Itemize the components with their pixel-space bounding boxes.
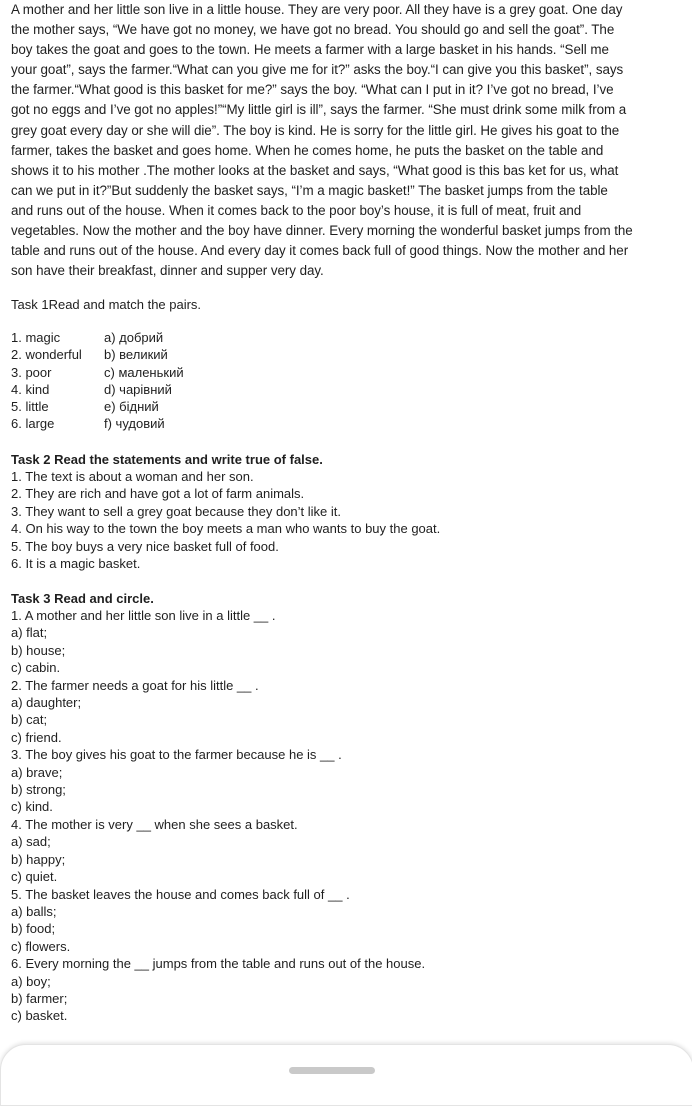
statement-item: 5. The boy buys a very nice basket full of food. [11, 538, 279, 554]
pair-english: 5. little [11, 399, 49, 415]
task2-statements [11, 468, 440, 572]
pair-english: 1. magic [11, 330, 61, 345]
question-line: 6. Every morning the __ jumps from the table and runs out of the house. [11, 956, 426, 972]
pair-ukrainian: e) бідний [104, 399, 159, 415]
pair-english: 2. wonderful [11, 347, 82, 363]
story-text [11, 0, 683, 281]
option-line: c) quiet. [11, 869, 58, 885]
story-line: the mother says, “We have got no money, we have got no bread. You should go and sell the goat”. The [11, 22, 615, 38]
task3-questions [11, 607, 425, 1025]
statement-item: 4. On his way to the town the boy meets a man who wants to buy the goat. [11, 521, 441, 537]
option-line: a) daughter; [11, 695, 82, 711]
bottom-sheet[interactable] [0, 1044, 692, 1106]
story-line: vegetables. Now the mother and the boy have dinner. Every morning the wonderful basket jumps from the [11, 223, 633, 239]
drag-handle[interactable] [289, 1067, 375, 1074]
worksheet-page [11, 0, 683, 1024]
option-line: c) friend. [11, 729, 62, 745]
story-line: table and runs out of the house. And every day it comes back full of good things. Now the mother and her [11, 243, 629, 259]
option-line: a) flat; [11, 625, 48, 641]
question-line: 1. A mother and her little son live in a little __ . [11, 608, 276, 623]
option-line: a) brave; [11, 764, 63, 780]
option-line: a) boy; [11, 973, 51, 989]
statement-item: 1. The text is about a woman and her son. [11, 469, 254, 484]
option-line: b) happy; [11, 851, 66, 867]
story-line: A mother and her little son live in a little house. They are very poor. All they have is a grey goat. One day [11, 2, 623, 17]
story-line: can we put in it?”But suddenly the basket says, “I’m a magic basket!” The basket jumps from the table [11, 182, 608, 198]
task2-title: Task 2 Read the statements and write true of false. [11, 452, 323, 467]
option-line: b) food; [11, 921, 56, 937]
option-line: c) cabin. [11, 660, 61, 676]
option-line: b) strong; [11, 782, 66, 798]
option-line: c) basket. [11, 1008, 68, 1024]
task1-title: Task 1Read and match the pairs. [11, 297, 202, 312]
story-line: and runs out of the house. When it comes back to the poor boy’s house, it is full of meat, fruit and [11, 202, 582, 218]
option-line: b) farmer; [11, 990, 68, 1006]
question-line: 5. The basket leaves the house and comes back full of __ . [11, 886, 350, 902]
question-line: 3. The boy gives his goat to the farmer because he is __ . [11, 747, 342, 763]
story-line: your goat”, says the farmer.“What can you give me for it?” asks the boy.“I can give you this basket”, says [11, 62, 624, 78]
option-line: b) house; [11, 642, 66, 658]
pair-ukrainian: f) чудовий [104, 416, 165, 432]
option-line: b) cat; [11, 712, 48, 728]
question-line: 4. The mother is very __ when she sees a basket. [11, 816, 298, 832]
story-line: got no eggs and I’ve got no apples!”“My little girl is ill”, says the farmer. “She must drink some milk from a [11, 102, 627, 118]
option-line: c) kind. [11, 799, 53, 815]
pair-english: 4. kind [11, 381, 50, 397]
pair-ukrainian: a) добрий [104, 330, 164, 345]
story-line: shows it to his mother .The mother looks at the basket and says, “What good is this bas ket for us, what [11, 162, 619, 178]
statement-item: 3. They want to sell a grey goat because they don’t like it. [11, 503, 342, 519]
pair-english: 6. large [11, 416, 55, 432]
pair-ukrainian: d) чарівний [104, 381, 172, 397]
pair-ukrainian: c) маленький [104, 364, 184, 380]
task3-title: Task 3 Read and circle. [11, 591, 154, 606]
pair-ukrainian: b) великий [104, 347, 168, 363]
option-line: c) flowers. [11, 938, 71, 954]
pair-english: 3. poor [11, 364, 52, 380]
story-line: boy takes the goat and goes to the town. He meets a farmer with a large basket in his hands. “Sell me [11, 42, 609, 58]
story-line: son have their breakfast, dinner and supper very day. [11, 263, 324, 279]
story-line: grey goat every day or she will die”. The boy is kind. He is sorry for the little girl. He gives his goat to the [11, 122, 620, 138]
story-line: the farmer.“What good is this basket for me?” says the boy. “What can I put in it? I’ve got no bread, I’ve [11, 82, 614, 98]
statement-item: 2. They are rich and have got a lot of farm animals. [11, 486, 305, 502]
question-line: 2. The farmer needs a goat for his little __ . [11, 677, 259, 693]
option-line: a) sad; [11, 834, 51, 850]
story-line: farmer, takes the basket and goes home. When he comes home, he puts the basket on the table and [11, 142, 604, 158]
option-line: a) balls; [11, 903, 57, 919]
statement-item: 6. It is a magic basket. [11, 556, 141, 572]
